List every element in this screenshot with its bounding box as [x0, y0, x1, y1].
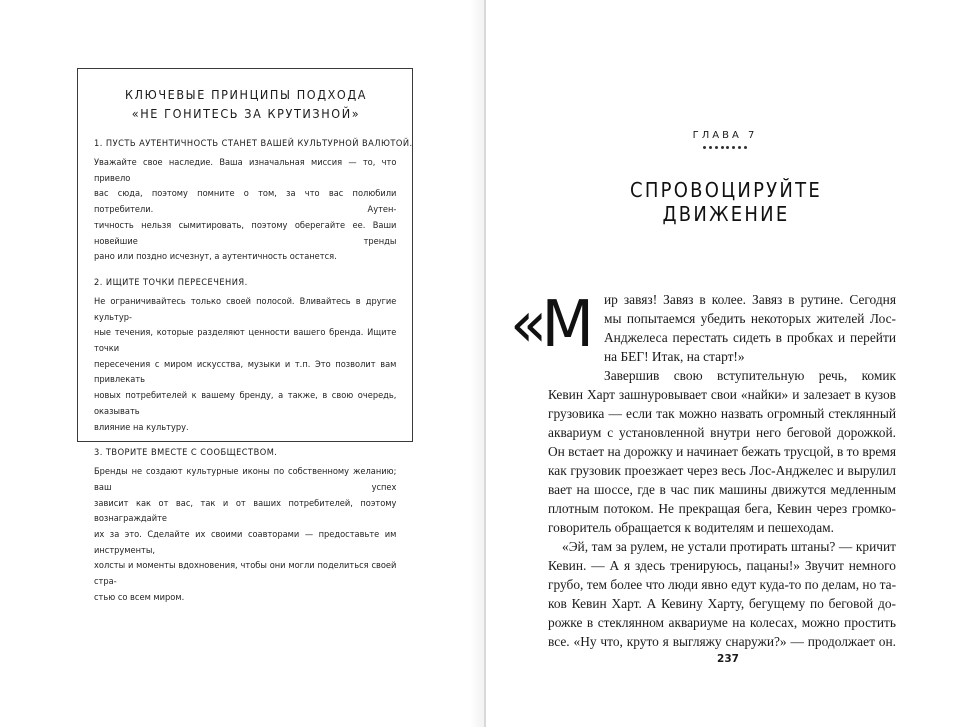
principle-text — [94, 155, 396, 265]
principle-text-line: влияние на культуру. — [94, 421, 189, 433]
chapter-body-text — [548, 290, 896, 651]
principle-text-line: тичность нельзя сымитировать, поэтому оберегайте ее. Ваши новейшие тренды — [94, 219, 397, 247]
key-principles-box — [77, 68, 413, 603]
box-title-line-2: «НЕ ГОНИТЕСЬ ЗА КРУТИЗНОЙ» — [131, 106, 361, 121]
principles-list — [94, 137, 413, 606]
chapter-label: ГЛАВА 7 — [692, 130, 758, 141]
page-number: 237 — [717, 653, 739, 665]
body-text-line: грузовика — если так можно назвать огромный стеклянный — [548, 406, 896, 421]
body-text-line: рожке в стеклянном аквариуме на колесах, можно простить — [548, 615, 896, 630]
body-text-line: аквариум с установленной внутри него беговой дорожкой. — [548, 425, 896, 440]
gutter-shadow-left — [470, 0, 484, 727]
box-title — [94, 85, 398, 123]
principle-text-line: новых потребителей к вашему бренду, а также, в свою очередь, оказывать — [94, 390, 397, 417]
body-text-line: мы попытаемся убедить некоторых жителей Лос- — [604, 311, 896, 326]
body-text-line: все. «Ну что, круто я выгляжу снаружи?» — продолжает он. — [548, 634, 896, 649]
principle-text-line: холсты и моменты вдохновения, чтобы они могли поделиться своей стра- — [94, 560, 397, 588]
principle-text-line: вас сюда, поэтому помните о том, за что вас полюбили потребители. Аутен- — [94, 188, 397, 216]
chapter-title: СПРОВОЦИРУЙТЕ ДВИЖЕНИЕ — [629, 178, 822, 226]
body-text-line: Кевин. — А я здесь тренируюсь, пацаны!» Звучит немного — [548, 558, 896, 573]
body-text-line: вает на шоссе, где в час пик машины движутся медленным — [548, 482, 896, 497]
principle-text-line: Не ограничивайтесь только своей полосой. Вливайтесь в другие культур- — [94, 295, 397, 323]
body-text-line: как грузовик проезжает через весь Лос-Анджелес и вырулил — [548, 463, 896, 478]
body-text-line: на БЕГ! Итак, на старт!» — [604, 349, 745, 364]
principle-text-line: пересечения с миром искусства, музыки и т.п. Это позволит вам привлекать — [94, 358, 397, 386]
body-text-line: говоритель обращается к водителям и пешеходам. — [548, 520, 834, 535]
principle-text-line: Бренды не создают культурные иконы по собственному желанию; ваш успех — [94, 466, 397, 493]
principle-heading: 1. ПУСТЬ АУТЕНТИЧНОСТЬ СТАНЕТ ВАШЕЙ КУЛЬТУРНОЙ ВАЛЮТОЙ. — [94, 139, 413, 149]
principle-heading: 2. ИЩИТЕ ТОЧКИ ПЕРЕСЕЧЕНИЯ. — [94, 277, 248, 288]
body-text-line: Кевин Харт зашнуровывает свои «найки» и залезает в кузов — [548, 387, 896, 402]
body-text-line: Он встает на дорожку и начинает бежать трусцой, в то время — [548, 444, 896, 459]
right-page — [486, 0, 970, 727]
chapter-ornament — [703, 145, 747, 151]
principle-text-line: их за это. Сделайте их своими соавторами — предоставьте им инструменты, — [94, 529, 397, 556]
body-text-line: Завершив свою вступительную речь, комик — [604, 368, 896, 383]
left-page — [0, 0, 484, 727]
principle-text — [94, 464, 396, 605]
principle-text-line: ные течения, которые разделяют ценности вашего бренда. Ищите точки — [94, 327, 397, 355]
body-text-line: Анджелеса перестать сидеть в пробках и перейти — [604, 330, 896, 345]
principle-heading: 3. ТВОРИТЕ ВМЕСТЕ С СООБЩЕСТВОМ. — [94, 448, 278, 459]
body-text-line: «Эй, там за рулем, не устали протирать штаны? — кричит — [562, 539, 896, 554]
principle-text-line: рано или поздно исчезнут, а аутентичность останется. — [94, 251, 337, 263]
principle-text-line: зависит как от вас, так и от ваших потребителей, поэтому вознаграждайте — [94, 497, 397, 525]
principle-text-line: стью со всем миром. — [94, 591, 185, 603]
body-text-line: грубо, тем более что люди явно едут куда-то по делам, но та- — [548, 577, 897, 592]
principle-text — [94, 294, 396, 435]
drop-cap: «М — [510, 288, 589, 362]
box-title-line-1: КЛЮЧЕВЫЕ ПРИНЦИПЫ ПОДХОДА — [124, 87, 368, 102]
principle-text-line: Уважайте свое наследие. Ваша изначальная миссия — то, что привело — [94, 157, 397, 184]
body-text-line: плотным потоком. Не прекращая бега, Кевин через громко- — [548, 501, 896, 516]
body-text-line: ир завяз! Завяз в колее. Завяз в рутине. Сегодня — [604, 292, 896, 307]
body-text-line: ков Кевин Харт. А Кевину Харту, бегущему по беговой до- — [548, 596, 896, 611]
